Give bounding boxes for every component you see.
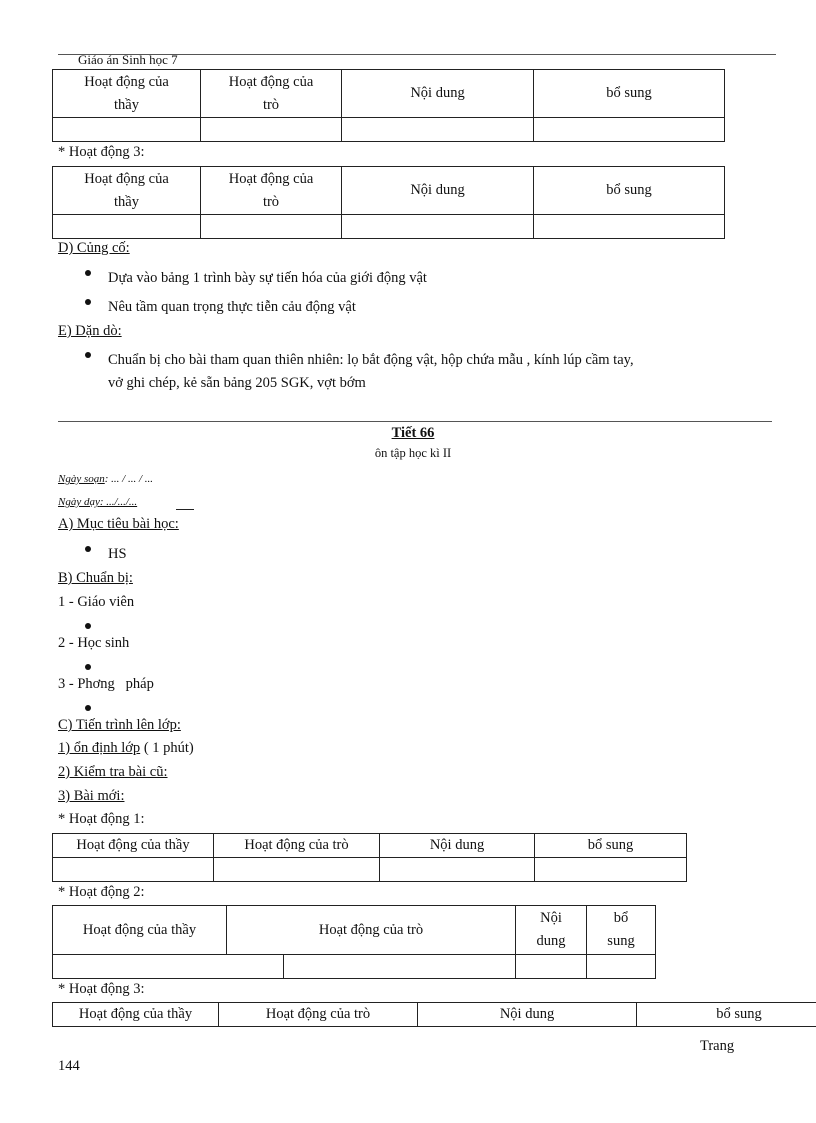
bullet-icon	[85, 299, 91, 305]
activity3-table	[52, 1002, 816, 1027]
bullet-icon	[85, 705, 91, 711]
empty-cell	[53, 955, 284, 979]
process-heading: C) Tiến trình lên lớp:	[58, 717, 181, 733]
empty-cell	[201, 118, 342, 142]
activity2-table-body	[52, 954, 656, 979]
header-text: thầy	[114, 193, 139, 210]
teach-date-rule	[176, 509, 194, 510]
header-cell-content: Nội dung	[342, 70, 534, 118]
empty-cell	[534, 118, 725, 142]
review-item: Nêu tầm quan trọng thực tiễn cảu động vật	[108, 299, 356, 315]
header-cell-student: Hoạt động của trò	[214, 834, 380, 858]
empty-cell	[535, 858, 687, 882]
empty-cell	[284, 955, 516, 979]
activity3-table-clip	[52, 1002, 816, 1028]
page-number: 144	[58, 1058, 80, 1074]
review-item: Dựa vào bảng 1 trình bày sự tiến hóa của giới động vật	[108, 270, 427, 286]
header-cell-supplement	[587, 906, 656, 955]
empty-cell	[380, 858, 535, 882]
activity3-label-lesson: * Hoạt động 3:	[58, 981, 145, 997]
prep-heading: B) Chuẩn bị:	[58, 570, 133, 586]
homework-heading: E) Dặn dò:	[58, 323, 122, 339]
header-cell-supplement: bổ sung	[637, 1003, 816, 1027]
header-text: dung	[536, 933, 566, 949]
header-text: Hoạt động của	[228, 170, 314, 187]
header-cell-teacher: Hoạt động của thầy	[53, 834, 214, 858]
step1-note: ( 1 phút)	[140, 740, 194, 756]
header-rule	[58, 54, 776, 55]
empty-cell	[53, 858, 214, 882]
header-cell-teacher	[53, 70, 201, 118]
student-prep: 2 - Học sinh	[58, 635, 130, 651]
header-cell-content	[516, 906, 587, 955]
header-cell-student: Hoạt động của trò	[219, 1003, 418, 1027]
header-cell-supplement: bổ sung	[535, 834, 687, 858]
objectives-heading: A) Mục tiêu bài học:	[58, 516, 179, 532]
header-text: trò	[262, 96, 280, 113]
activity1-table	[52, 833, 687, 882]
empty-cell	[516, 955, 587, 979]
step1	[58, 739, 194, 757]
bullet-icon	[85, 664, 91, 670]
lesson-title: Tiết 66	[391, 425, 435, 441]
header-text: sung	[607, 933, 635, 949]
header-cell-teacher: Hoạt động của thầy	[53, 1003, 219, 1027]
empty-cell	[201, 215, 342, 239]
footer-trang: Trang	[700, 1038, 735, 1054]
header-cell-content: Nội dung	[342, 167, 534, 215]
header-cell-student	[201, 167, 342, 215]
header-text: bổ	[613, 910, 629, 926]
teach-date-label: Ngày dạy	[58, 496, 100, 508]
activity3-label: * Hoạt động 3:	[58, 144, 145, 160]
empty-cell	[342, 215, 534, 239]
section-divider	[58, 421, 772, 422]
teacher-prep: 1 - Giáo viên	[58, 594, 135, 610]
header-cell-student	[201, 70, 342, 118]
bullet-icon	[85, 546, 91, 552]
header-cell-teacher: Hoạt động của thầy	[53, 906, 227, 955]
header-cell-content: Nội dung	[380, 834, 535, 858]
bullet-icon	[85, 623, 91, 629]
empty-cell	[53, 118, 201, 142]
bullet-icon	[85, 270, 91, 276]
step3: 3) Bài mới:	[58, 788, 125, 804]
header-cell-student: Hoạt động của trò	[227, 906, 516, 955]
homework-text-line2: vở ghi chép, kẻ sẵn bảng 205 SGK, vợt bớm	[108, 375, 366, 391]
header-text: trò	[262, 193, 280, 210]
activity2-table-header	[52, 905, 656, 955]
header-cell-supplement: bổ sung	[534, 70, 725, 118]
activity2-label: * Hoạt động 2:	[58, 884, 145, 900]
header-text: thầy	[114, 96, 139, 113]
prep-date-label: Ngày soạn	[58, 473, 105, 485]
prep-date-value: : ... / ... / ...	[104, 473, 154, 485]
empty-cell	[214, 858, 380, 882]
header-text: Hoạt động của	[84, 170, 169, 187]
document-header: Giáo án Sinh học 7	[78, 52, 178, 67]
empty-cell	[53, 215, 201, 239]
objectives-item: HS	[108, 546, 127, 562]
activity-table-top-2	[52, 166, 725, 239]
header-cell-content: Nội dung	[418, 1003, 637, 1027]
bullet-icon	[85, 352, 91, 358]
header-cell-supplement: bổ sung	[534, 167, 725, 215]
empty-cell	[534, 215, 725, 239]
empty-cell	[587, 955, 656, 979]
step2: 2) Kiểm tra bài cũ:	[58, 764, 168, 780]
header-text: Nội	[540, 910, 562, 926]
activity1-label: * Hoạt động 1:	[58, 811, 145, 827]
header-cell-teacher	[53, 167, 201, 215]
activity-table-top-1	[52, 69, 725, 142]
header-text: Hoạt động của	[228, 73, 314, 90]
step1-label: 1) ổn định lớp	[58, 740, 141, 756]
method-prep: 3 - Phơng pháp	[58, 676, 154, 692]
teach-date-value: : .../.../...	[99, 496, 138, 508]
empty-cell	[342, 118, 534, 142]
teach-date	[58, 495, 137, 509]
review-heading: D) Củng cố:	[58, 240, 130, 256]
header-text: Hoạt động của	[84, 73, 169, 90]
homework-text-line1: Chuẩn bị cho bài tham quan thiên nhiên: lọ bắt động vật, hộp chứa mẫu , kính lúp cầm tay,	[108, 352, 634, 368]
lesson-subtitle: ôn tập học kì II	[374, 446, 452, 460]
prep-date	[58, 472, 153, 486]
